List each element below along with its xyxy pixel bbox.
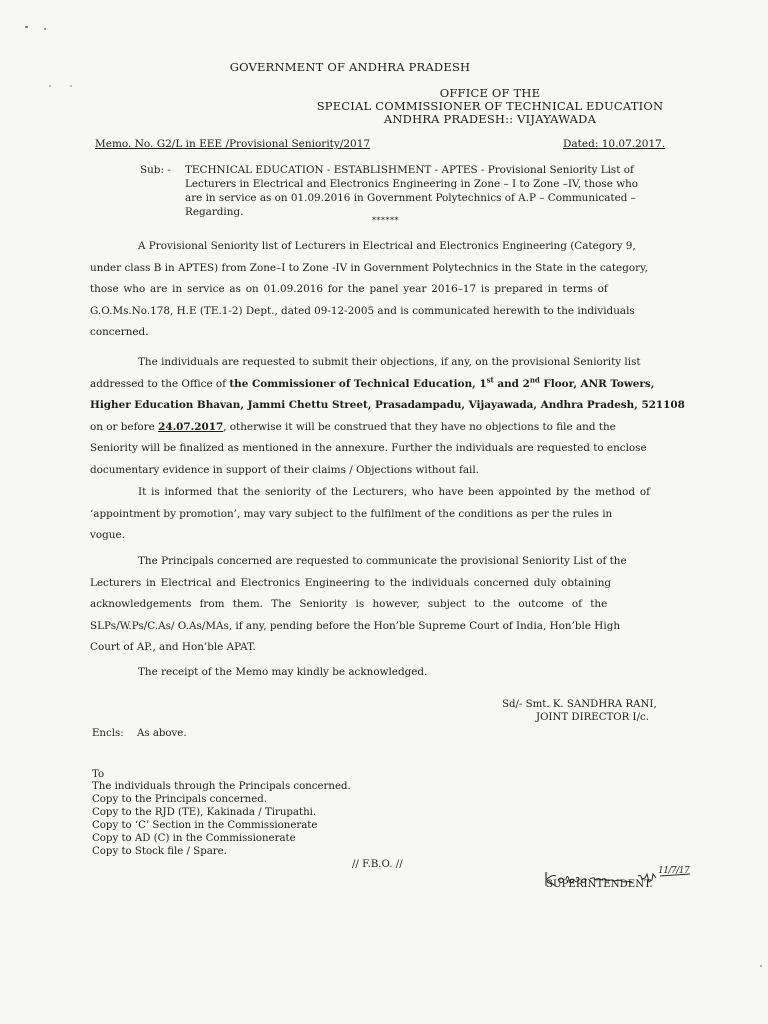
paragraph-5: The receipt of the Memo may kindly be acknowledged. <box>138 666 428 678</box>
ordinal-suffix: nd <box>529 375 540 385</box>
subject-line-4: Regarding. <box>185 206 244 218</box>
address-part: the Commissioner of Technical Education, 1 <box>229 377 487 390</box>
paragraph-4-line: Lecturers in Electrical and Electronics Engineering to the individuals concerned duly obtaining <box>90 576 612 589</box>
to-label: To <box>92 769 105 780</box>
government-heading: GOVERNMENT OF ANDHRA PRADESH <box>229 60 471 74</box>
distribution-item: Copy to the RJD (TE), Kakinada / Tirupathi. <box>92 807 317 818</box>
scan-speck <box>44 28 46 30</box>
paragraph-4-line: Court of AP., and Hon’ble APAT. <box>90 641 256 653</box>
scan-speck <box>70 85 72 87</box>
distribution-item: Copy to AD (C) in the Commissionerate <box>92 833 296 844</box>
distribution-item: The individuals through the Principals concerned. <box>92 781 351 792</box>
paragraph-1-line: those who are in service as on 01.09.2016 for the panel year 2016–17 is prepared in terms of <box>90 283 608 295</box>
distribution-list <box>92 780 351 858</box>
deadline-date: 24.07.2017 <box>158 420 224 433</box>
distribution-item: Copy to ‘C’ Section in the Commissionerate <box>92 820 318 831</box>
enclosures-value: As above. <box>137 728 187 739</box>
paragraph-4-line: The Principals concerned are requested to communicate the provisional Seniority List of the <box>138 555 627 567</box>
address-part: and 2 <box>493 377 530 390</box>
paragraph-1-line: A Provisional Seniority list of Lecturers in Electrical and Electronics Engineering (Category 9, <box>138 240 636 252</box>
paragraph-3 <box>90 482 682 547</box>
paragraph-2-line: Seniority will be finalized as mentioned in the annexure. Further the individuals are requested to enclose <box>90 442 647 454</box>
subject-line-1: TECHNICAL EDUCATION - ESTABLISHMENT - APTES - Provisional Seniority List of <box>185 164 634 176</box>
paragraph-2 <box>90 352 685 481</box>
subject-line-3: are in service as on 01.09.2016 in Government Polytechnics of A.P – Communicated – <box>185 192 636 204</box>
signatory-designation: JOINT DIRECTOR I/c. <box>536 712 649 723</box>
deadline-lead: on or before <box>90 420 155 433</box>
paragraph-3-line: ‘appointment by promotion’, may vary subject to the fulfilment of the conditions as per the rules in <box>90 507 613 520</box>
enclosures-label: Encls: <box>92 728 124 739</box>
paragraph-2-line: documentary evidence in support of their claims / Objections without fail. <box>90 463 479 476</box>
fbo-note: // F.B.O. // <box>352 859 403 870</box>
office-line-3: ANDHRA PRADESH:: VIJAYAWADA <box>383 112 597 126</box>
paragraph-3-line: vogue. <box>90 529 125 541</box>
paragraph-2-line: Higher Education Bhavan, Jammi Chettu Street, Prasadampadu, Vijayawada, Andhra Pradesh, 521108 <box>90 399 685 411</box>
subject-line-2: Lecturers in Electrical and Electronics Engineering in Zone – I to Zone –IV, those who <box>185 178 639 190</box>
distribution-item: Copy to the Principals concerned. <box>92 794 268 805</box>
subject-separator: ****** <box>372 216 399 225</box>
signature-date-scrawl: 11/7/17 <box>658 866 690 876</box>
office-address-bold <box>229 375 655 390</box>
paragraph-1-line: G.O.Ms.No.178, H.E (TE.1-2) Dept., dated 09-12-2005 and is communicated herewith to the individuals <box>90 304 635 317</box>
signatory-name: Sd/- Smt. K. SANDHRA RANI, <box>502 699 657 710</box>
memo-number: Memo. No. G2/L in EEE /Provisional Seniority/2017 <box>95 138 371 150</box>
office-line-1: OFFICE OF THE <box>439 86 541 100</box>
paragraph-4-line: SLPs/W.Ps/C.As/ O.As/MAs, if any, pending before the Hon’ble Supreme Court of India, Hon’ble High <box>90 619 621 632</box>
paragraph-2-line <box>90 374 682 396</box>
paragraph-4-line: acknowledgements from them. The Seniority is however, subject to the outcome of the <box>90 598 608 610</box>
paragraph-1-line: under class B in APTES) from Zone–I to Zone -IV in Government Polytechnics in the State in the category, <box>90 261 648 274</box>
signature-scrawl-text <box>540 862 546 863</box>
paragraph-2-line <box>90 417 682 439</box>
scan-speck <box>760 965 762 967</box>
address-part: Floor, ANR Towers, <box>539 377 655 390</box>
paragraph-4 <box>90 551 682 659</box>
paragraph-2-line: The individuals are requested to submit their objections, if any, on the provisional Seniority list <box>138 356 641 368</box>
ordinal-suffix: st <box>486 375 494 385</box>
scan-speck <box>49 85 51 87</box>
superintendent-title: SUPERINTENDENT. <box>546 879 653 890</box>
distribution-item: Copy to Stock file / Spare. <box>92 846 227 857</box>
office-line-2: SPECIAL COMMISSIONER OF TECHNICAL EDUCATION <box>316 99 664 113</box>
paragraph-3-line: It is informed that the seniority of the Lecturers, who have been appointed by the method of <box>138 486 650 498</box>
office-address-lead: addressed to the Office of <box>90 377 227 390</box>
memo-date: Dated: 10.07.2017. <box>563 138 666 150</box>
subject-label: Sub: - <box>140 164 171 176</box>
deadline-trail: , otherwise it will be construed that they have no objections to file and the <box>223 420 616 433</box>
scan-speck <box>25 26 28 28</box>
paragraph-1-line: concerned. <box>90 326 149 338</box>
paragraph-1 <box>90 236 682 344</box>
